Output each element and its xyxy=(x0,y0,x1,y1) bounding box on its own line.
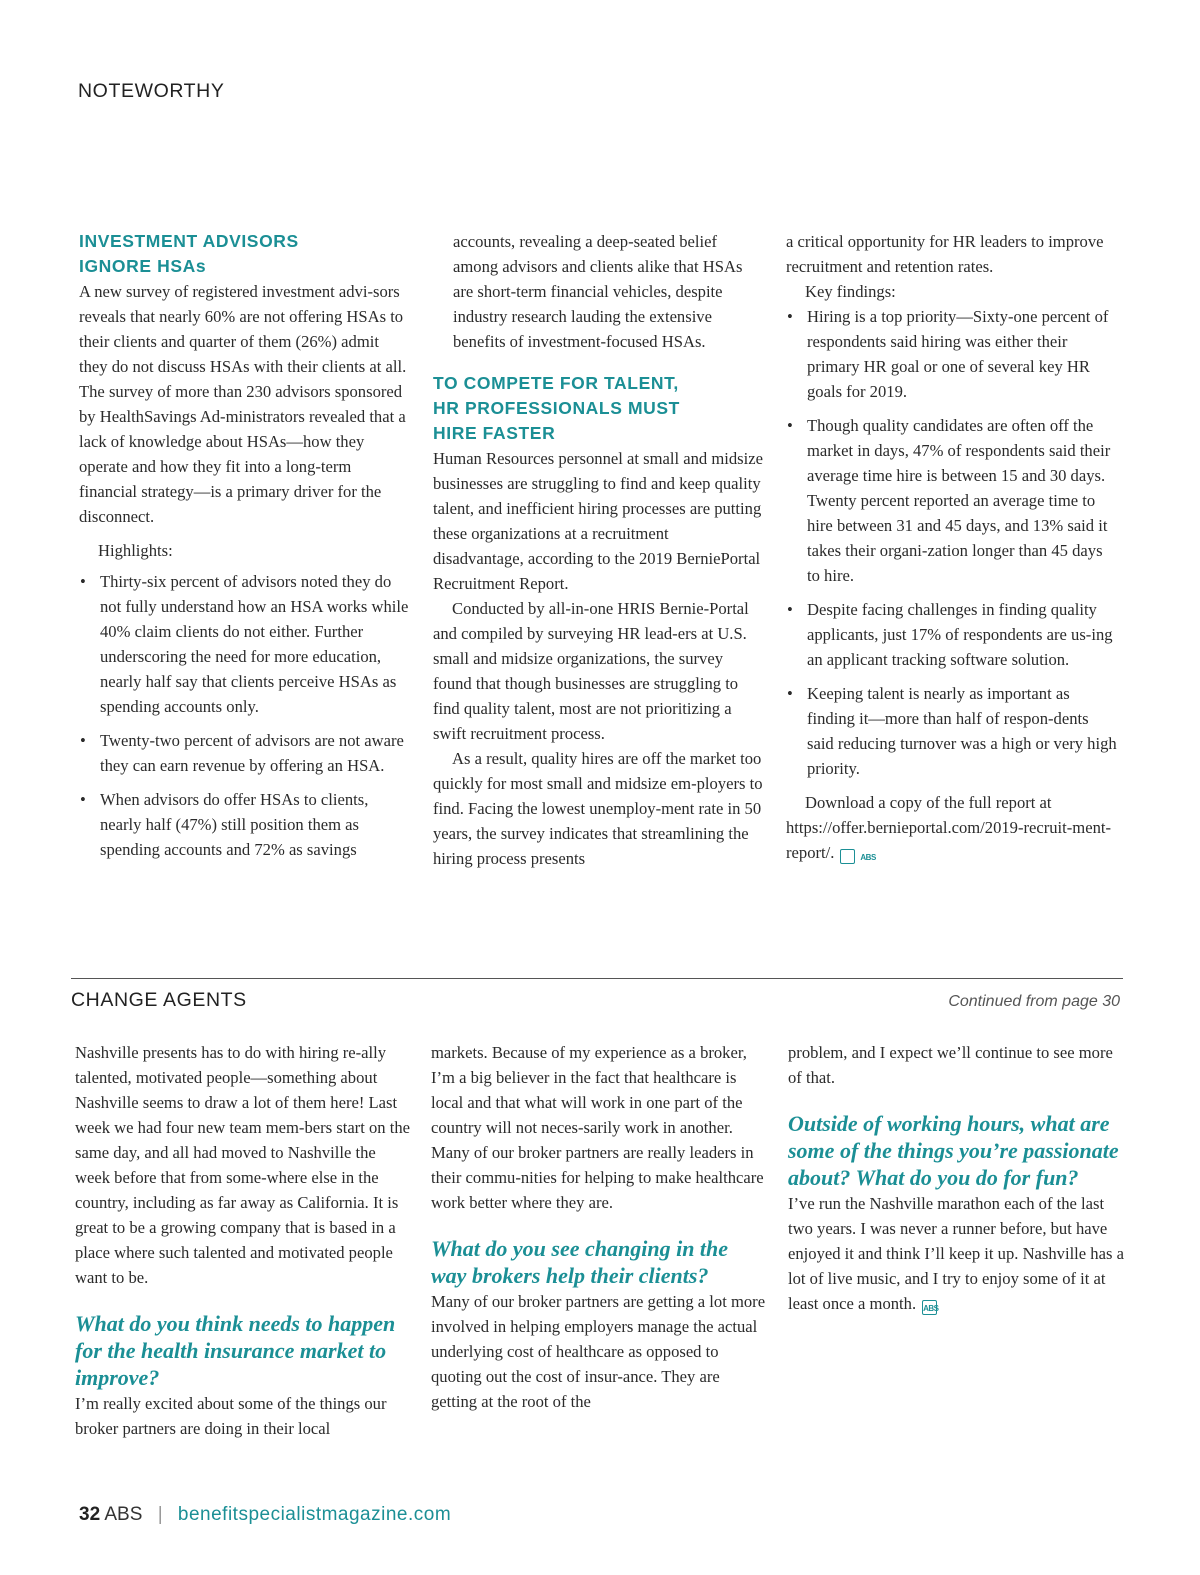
article-paragraph: Conducted by all-in-one HRIS Bernie-Portal and compiled by surveying HR lead-ers at U.S. small and midsize organizations, the survey found that though businesses are struggling to find quality talent, most are not prioritizing a swift recruitment process. xyxy=(433,599,749,743)
article-hsa-column-2 xyxy=(433,229,763,871)
footer-separator: | xyxy=(157,1504,163,1525)
list-item: • Though quality candidates are often off the market in days, 47% of respondents said their average time hire is between 15 and 30 days. Twenty percent reported an average time to hire between 31 and 45 days, and 13% said it takes their organi-zation longer than 45 days to hire. xyxy=(787,416,1111,585)
list-item: • Thirty-six percent of advisors noted they do not fully understand how an HSA works while 40% claim clients do not either. Further underscoring the need for more education, nearly half say that clients perceive HSAs as spending accounts only. xyxy=(80,572,409,716)
article-paragraph: Human Resources personnel at small and midsize businesses are struggling to find and keep quality talent, and inefficient hiring processes are putting these organizations at a recruitment disadvantage, according to the 2019 BerniePortal Recruitment Report. xyxy=(433,449,763,593)
interview-question: What do you see changing in the way brokers help their clients? xyxy=(431,1236,729,1288)
article-title-line: IGNORE HSAs xyxy=(79,256,207,276)
publication-abbrev: ABS xyxy=(104,1504,143,1525)
list-item: • Keeping talent is nearly as important as finding it—more than half of respon-dents said reducing turnover was a high or very high priority. xyxy=(787,684,1117,778)
highlights-list xyxy=(79,569,409,862)
abs-logo-icon: ABS xyxy=(922,1300,937,1315)
article-paragraph: Many of our broker partners are getting a lot more involved in helping employers manage the actual underlying cost of healthcare as opposed to quoting out the cost of insur-ance. They are getting at the root of the xyxy=(431,1292,766,1411)
article-paragraph: markets. Because of my experience as a broker, I’m a big believer in the fact that healthcare is local and that what will work in one part of the country will not neces-sarily work in another. Many of our broker partners are really leaders in their commu-nities for helping to make healthcare work better where they are. xyxy=(431,1043,764,1212)
article-paragraph: A new survey of registered investment advi-sors reveals that nearly 60% are not offering HSAs to their clients and quarter of them (26%) admit they do not discuss HSAs with their clients at all. The survey of more than 230 advisors sponsored by HealthSavings Ad-ministrators revealed that a lack of knowledge about HSAs—how they operate and how they fit into a long-term financial strategy—is a primary driver for the disconnect. xyxy=(79,282,407,526)
list-item: • Twenty-two percent of advisors are not aware they can earn revenue by offering an HSA. xyxy=(80,731,404,775)
list-item: • Hiring is a top priority—Sixty-one percent of respondents said hiring was either their primary HR goal or one of several key HR goals for 2019. xyxy=(787,307,1109,401)
change-agents-column-1 xyxy=(75,1040,411,1441)
change-agents-column-2 xyxy=(431,1040,767,1414)
article-title xyxy=(433,371,763,446)
continued-note: Continued from page 30 xyxy=(948,993,1120,1010)
list-item: • Despite facing challenges in finding quality applicants, just 17% of respondents are us-ing an applicant tracking software solution. xyxy=(787,600,1113,669)
article-title-line: INVESTMENT ADVISORS xyxy=(79,231,299,251)
highlights-label: Highlights: xyxy=(98,541,173,560)
section-label-noteworthy: NOTEWORTHY xyxy=(78,80,225,102)
interview-question: What do you think needs to happen for the health insurance market to improve? xyxy=(75,1311,396,1390)
change-agents-column-3 xyxy=(788,1040,1124,1316)
article-paragraph: a critical opportunity for HR leaders to improve recruitment and retention rates. xyxy=(786,232,1104,276)
interview-question: Outside of working hours, what are some of the things you’re passionate about? What do you do for fun? xyxy=(788,1111,1119,1190)
article-title xyxy=(79,229,409,279)
section-divider xyxy=(71,978,1123,979)
article-paragraph: As a result, quality hires are off the market too quickly for most small and midsize em-ployers to find. Facing the lowest unemploy-ment rate in 50 years, the survey indicates that streamlining the hiring process presents xyxy=(433,749,763,868)
article-paragraph: I’ve run the Nashville marathon each of the last two years. I was never a runner before, but have enjoyed it and think I’ll keep it up. Nashville has a lot of live music, and I try to enjoy some of it at least once a month. ABS xyxy=(788,1194,1124,1313)
article-title-line: HIRE FASTER xyxy=(433,423,556,443)
findings-label: Key findings: xyxy=(805,282,896,301)
findings-list xyxy=(786,304,1118,781)
abs-logo-icon: ABS xyxy=(840,849,855,864)
section-label-change-agents: CHANGE AGENTS xyxy=(71,989,247,1011)
article-paragraph: I’m really excited about some of the things our broker partners are doing in their local xyxy=(75,1394,387,1438)
list-item: • When advisors do offer HSAs to clients, nearly half (47%) still position them as spending accounts and 72% as savings xyxy=(80,790,369,859)
article-hsa-column-1 xyxy=(79,229,409,862)
download-paragraph: Download a copy of the full report at https://offer.bernieportal.com/2019-recruit-ment-report/. ABS xyxy=(786,793,1112,862)
article-hr-column-3 xyxy=(786,229,1118,865)
article-title-line: HR PROFESSIONALS MUST xyxy=(433,398,680,418)
article-title-line: TO COMPETE FOR TALENT, xyxy=(433,373,679,393)
website-link[interactable]: benefitspecialistmagazine.com xyxy=(177,1504,452,1525)
page-footer xyxy=(79,1504,451,1526)
article-paragraph: accounts, revealing a deep-seated belief among advisors and clients alike that HSAs are short-term financial vehicles, despite industry research lauding the extensive benefits of investment-focused HSAs. xyxy=(453,232,743,351)
article-paragraph: Nashville presents has to do with hiring re-ally talented, motivated people—something about Nashville seems to draw a lot of them here! Last week we had four new team mem-bers start on the same day, and all had moved to Nashville the week before that from some-where else in the country, including as far away as California. It is great to be a growing company that is based in a place where such talented and motivated people want to be. xyxy=(75,1043,410,1287)
page-number: 32 xyxy=(79,1504,101,1525)
article-paragraph: problem, and I expect we’ll continue to see more of that. xyxy=(788,1043,1113,1087)
